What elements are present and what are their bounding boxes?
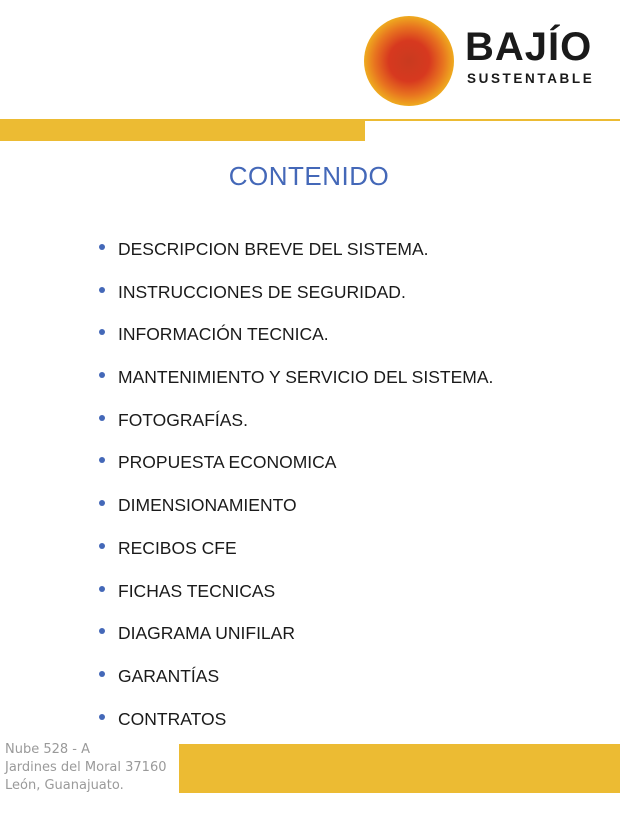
contents-item xyxy=(97,407,493,450)
address-line: Nube 528 - A xyxy=(5,742,91,757)
contents-item-label: RECIBOS CFE xyxy=(118,537,237,558)
brand-logo xyxy=(364,16,614,106)
contents-item xyxy=(97,449,493,492)
contents-item xyxy=(97,364,493,407)
bullet-icon xyxy=(99,500,105,506)
contents-item-label: DESCRIPCION BREVE DEL SISTEMA. xyxy=(118,239,429,259)
brand-name: BAJÍO xyxy=(465,25,593,69)
header-divider-line xyxy=(365,119,620,121)
bullet-icon xyxy=(99,372,105,378)
bullet-icon xyxy=(99,329,105,335)
contents-item xyxy=(97,492,493,535)
bullet-icon xyxy=(99,628,105,634)
contents-item-label: DIAGRAMA UNIFILAR xyxy=(118,623,295,644)
contents-item xyxy=(97,279,493,322)
address-line: León, Guanajuato. xyxy=(5,778,124,793)
contents-item xyxy=(97,663,493,706)
contents-item xyxy=(97,236,493,279)
contents-item-label: GARANTÍAS xyxy=(118,665,220,686)
address-line: Jardines del Moral 37160 xyxy=(5,760,167,775)
sun-logo-icon xyxy=(364,16,454,106)
contents-item-label: MANTENIMIENTO Y SERVICIO DEL SISTEMA. xyxy=(118,367,494,388)
footer-accent-band xyxy=(179,744,620,793)
header-accent-band xyxy=(0,119,365,141)
bullet-icon xyxy=(99,586,105,592)
bullet-icon xyxy=(99,714,105,720)
contents-item-label: FICHAS TECNICAS xyxy=(118,580,276,601)
contents-list xyxy=(97,236,493,748)
bullet-icon xyxy=(99,671,105,677)
bullet-icon xyxy=(99,457,105,463)
contents-item xyxy=(97,620,493,663)
contents-item xyxy=(97,321,493,364)
contents-item-label: INFORMACIÓN TECNICA. xyxy=(118,324,329,345)
contents-item xyxy=(97,535,493,578)
footer-address xyxy=(5,741,167,795)
brand-tagline: SUSTENTABLE xyxy=(467,71,595,86)
bullet-icon xyxy=(99,244,105,250)
bullet-icon xyxy=(99,415,105,421)
contents-item-label: INSTRUCCIONES DE SEGURIDAD. xyxy=(118,281,406,302)
page-title: CONTENIDO xyxy=(228,161,390,191)
bullet-icon xyxy=(99,287,105,293)
contents-item-label: FOTOGRAFÍAS. xyxy=(118,409,248,430)
contents-item-label: DIMENSIONAMIENTO xyxy=(118,495,297,516)
contents-item xyxy=(97,578,493,621)
bullet-icon xyxy=(99,543,105,549)
contents-item-label: CONTRATOS xyxy=(118,708,227,729)
contents-item-label: PROPUESTA ECONOMICA xyxy=(118,452,337,473)
